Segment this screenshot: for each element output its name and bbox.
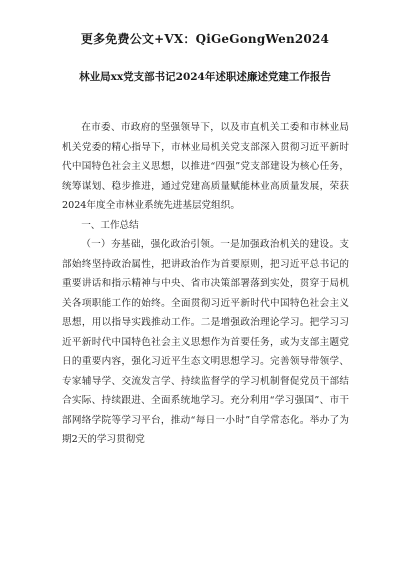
intro-paragraph: 在市委、市政府的坚强领导下，以及市直机关工委和市林业局机关党委的精心指导下，市林业局机关党支部深入贯彻习近平新时代中国特色社会主义思想，以推进“四强”党支部建设为核心任务，统筹谋划、稳步推进，通过党建高质量赋能林业高质量发展，荣获2024年度全市林业系统先进基层党组织。 [62,122,349,211]
section-paragraph: （一）夯基础，强化政治引领。一是加强政治机关的建设。支部始终坚持政治属性，把讲政治作为首要原则，把习近平总书记的重要讲话和指示精神与中央、省市决策部署落到实处，贯穿于局机关各项职能工作的始终。全面贯彻习近平新时代中国特色社会主义思想，用以指导实践推动工作。二是增强政治理论学习。把学习习近平新时代中国特色社会主义思想作为首要任务，或为支部主题党日的重要内容，强化习近平生态文明思想学习。完善领导带领学、专家辅导学、交流发言学、持续监督学的学习机制督促党员干部结合实际、持续跟进、全面系统地学习。充分利用“学习强国”、市干部网络学院等学习平台，推动“每日一小时”自学常态化。举办了为期2天的学习贯彻党 [62,239,349,445]
document-body [62,118,349,450]
promo-banner: 更多免费公文+VX：QiGeGongWen2024 [80,32,330,46]
document-title: 林业局xx党支部书记2024年述职述廉述党建工作报告 [79,71,331,83]
section-heading: 一、工作总结 [81,219,139,231]
